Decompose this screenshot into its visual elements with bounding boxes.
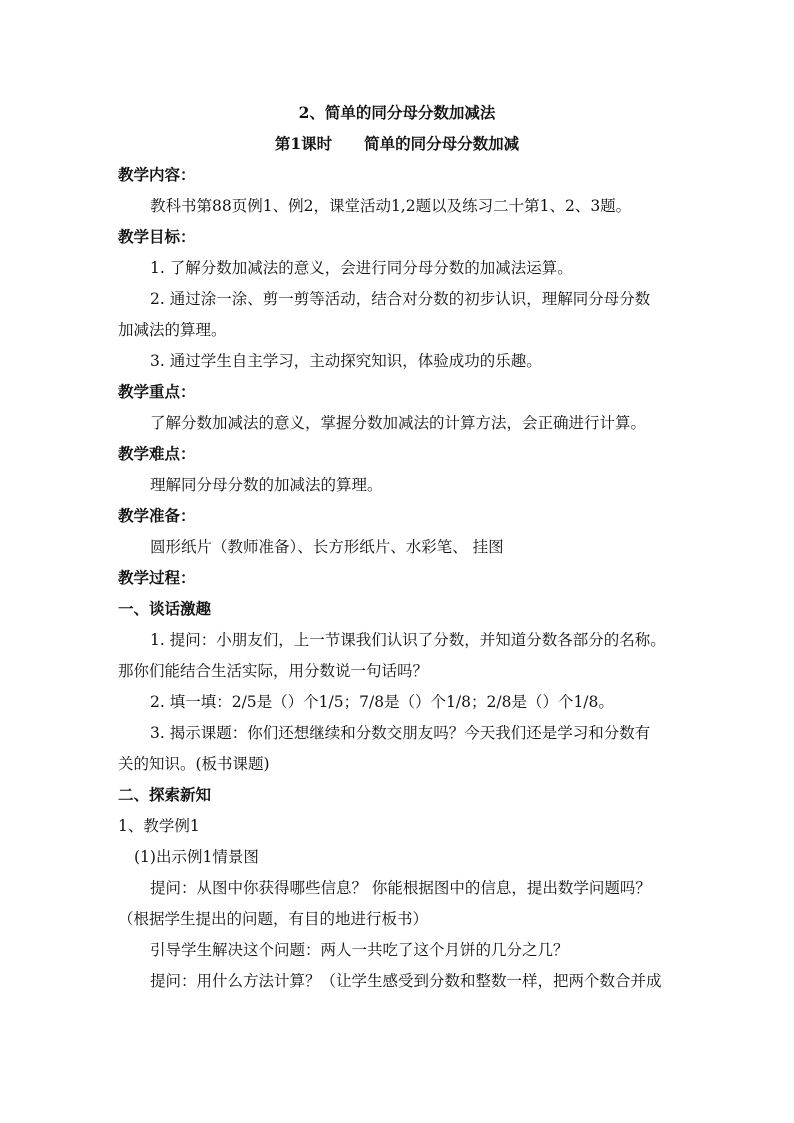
goal-2-line2: 加减法的算理。 (118, 321, 227, 339)
goal-3: 3. 通过学生自主学习，主动探究知识，体验成功的乐趣。 (150, 352, 542, 370)
part2-sub1-a: (1)出示例1情景图 (134, 848, 259, 866)
content-text: 教科书第88页例1、例2，课堂活动1,2题以及练习二十第1、2、3题。 (150, 197, 632, 215)
goals-heading: 教学目标： (118, 227, 196, 246)
lesson-topic: 简单的同分母分数加减 (364, 134, 520, 153)
key-text: 了解分数加减法的意义，掌握分数加减法的计算方法，会正确进行计算。 (150, 414, 647, 432)
part1-item3-line1: 3. 揭示课题：你们还想继续和分数交朋友吗？今天我们还是学习和分数有 (150, 724, 651, 742)
goal-2-line1: 2. 通过涂一涂、剪一剪等活动，结合对分数的初步认识，理解同分母分数 (150, 290, 651, 308)
part2-guide: 引导学生解决这个问题：两人一共吃了这个月饼的几分之几？ (150, 941, 569, 959)
part2-question2: 提问：用什么方法计算？（让学生感受到分数和整数一样，把两个数合并成 (150, 972, 662, 990)
part1-item2: 2. 填一填：2/5是（）个1/5；7/8是（）个1/8；2/8是（）个1/8。 (150, 693, 614, 711)
process-heading: 教学过程： (118, 568, 196, 587)
part2-question1-line2: （根据学生提出的问题，有目的地进行板书） (118, 910, 429, 928)
lesson-subtitle (0, 133, 794, 155)
part1-item1-line1: 1. 提问：小朋友们，上一节课我们认识了分数，并知道分数各部分的名称。 (150, 631, 666, 649)
content-heading: 教学内容： (118, 165, 196, 184)
difficulty-heading: 教学难点： (118, 444, 196, 463)
lesson-number: 第1课时 (274, 134, 333, 153)
part2-sub1: 1、教学例1 (118, 817, 200, 835)
difficulty-text: 理解同分母分数的加减法的算理。 (150, 476, 383, 494)
part1-item3-line2: 关的知识。(板书课题) (118, 755, 270, 773)
prep-heading: 教学准备： (118, 506, 196, 525)
key-heading: 教学重点： (118, 382, 196, 401)
prep-text: 圆形纸片（教师准备）、长方形纸片、水彩笔、 挂图 (150, 538, 504, 556)
part2-question1-line1: 提问：从图中你获得哪些信息？ 你能根据图中的信息，提出数学问题吗？ (150, 879, 651, 897)
goal-1: 1. 了解分数加减法的意义，会进行同分母分数的加减法运算。 (150, 259, 573, 277)
part1-heading: 一、谈话激趣 (118, 599, 212, 618)
part1-item1-line2: 那你们能结合生活实际，用分数说一句话吗？ (118, 662, 429, 680)
document-title: 2、简单的同分母分数加减法 (298, 103, 496, 122)
part2-heading: 二、探索新知 (118, 785, 212, 804)
